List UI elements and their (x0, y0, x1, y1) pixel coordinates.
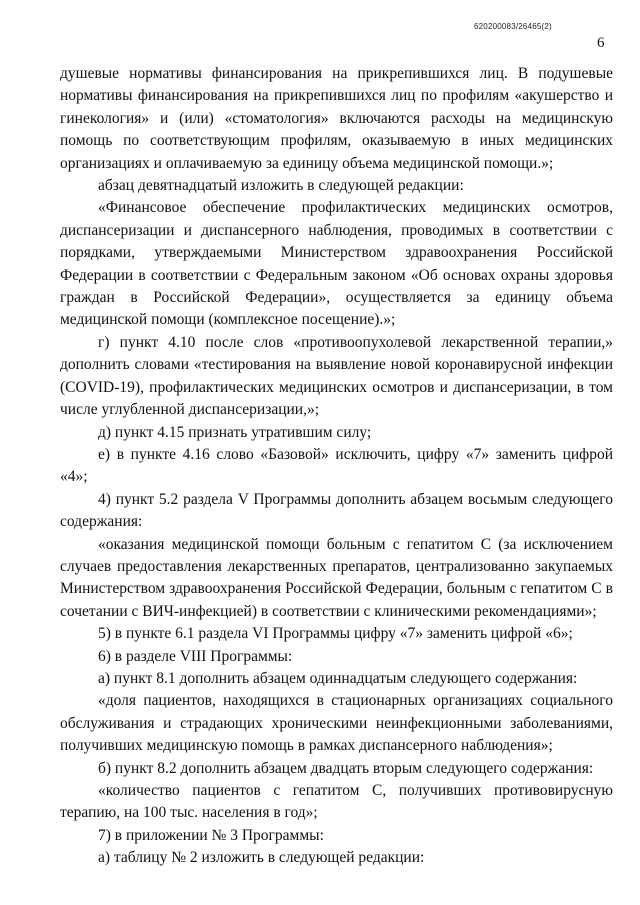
paragraph: д) пункт 4.15 признать утратившим силу; (98, 423, 372, 441)
paragraph: б) пункт 8.2 дополнить абзацем двадцать вторым следующего содержания: (98, 759, 594, 777)
document-body (60, 63, 613, 870)
paragraph: 4) пункт 5.2 раздела V Программы дополнить абзацем восьмым следующего содержания: (60, 490, 613, 531)
paragraph: «количество пациентов с гепатитом С, получивших противовирусную терапию, на 100 тыс. населения в год»; (60, 782, 613, 822)
paragraph: «Финансовое обеспечение профилактических медицинских осмотров, диспансеризации и диспансерного наблюдения, проводимых в соответствии с порядками, утверждаемыми Министерством здравоохранения Российской Федерации в соответствии с Федеральным законом «Об основах охраны здоровья граждан в Российской Федерации», осуществляется за единицу объема медицинской помощи (комплексное посещение).»; (60, 199, 613, 329)
paragraph: а) таблицу № 2 изложить в следующей редакции: (98, 849, 425, 867)
paragraph: абзац девятнадцатый изложить в следующей редакции: (98, 177, 464, 195)
paragraph: душевые нормативы финансирования на прикрепившихся лиц. В подушевые нормативы финансирования на прикрепившихся лиц по профилям «акушерство и гинекология» и (или) «стоматология» включаются расходы на медицинскую помощь по соответствующим профилям, оказываемую в иных медицинских организациях и оплачиваемую за единицу объема медицинской помощи.»; (60, 65, 613, 172)
paragraph: «доля пациентов, находящихся в стационарных организациях социального обслуживания и страдающих хроническими неинфекционными заболеваниями, получивших медицинскую помощь в рамках диспансерного наблюдения»; (60, 692, 613, 755)
page-number: 6 (597, 35, 605, 51)
paragraph: 7) в приложении № 3 Программы: (98, 826, 324, 844)
paragraph: 6) в разделе VIII Программы: (98, 647, 293, 665)
paragraph: а) пункт 8.1 дополнить абзацем одиннадцатым следующего содержания: (98, 669, 578, 687)
paragraph: г) пункт 4.10 после слов «противоопухолевой лекарственной терапии,» дополнить словами «тестирования на выявление новой коронавирусной инфекции (COVID-19), профилактических медицинских осмотров и диспансеризации, в том числе углубленной диспансеризации,»; (60, 333, 613, 419)
document-code: 620200083/26465(2) (474, 22, 552, 31)
paragraph: 5) в пункте 6.1 раздела VI Программы цифру «7» заменить цифрой «6»; (98, 625, 573, 643)
paragraph: е) в пункте 4.16 слово «Базовой» исключить, цифру «7» заменить цифрой «4»; (60, 445, 613, 486)
paragraph: «оказания медицинской помощи больным с гепатитом С (за исключением случаев предоставления лекарственных препаратов, централизованно закупаемых Министерством здравоохранения Российской Федерации, больным с гепатитом С в сочетании с ВИЧ-инфекцией) в соответствии с клиническими рекомендациями»; (60, 535, 613, 620)
